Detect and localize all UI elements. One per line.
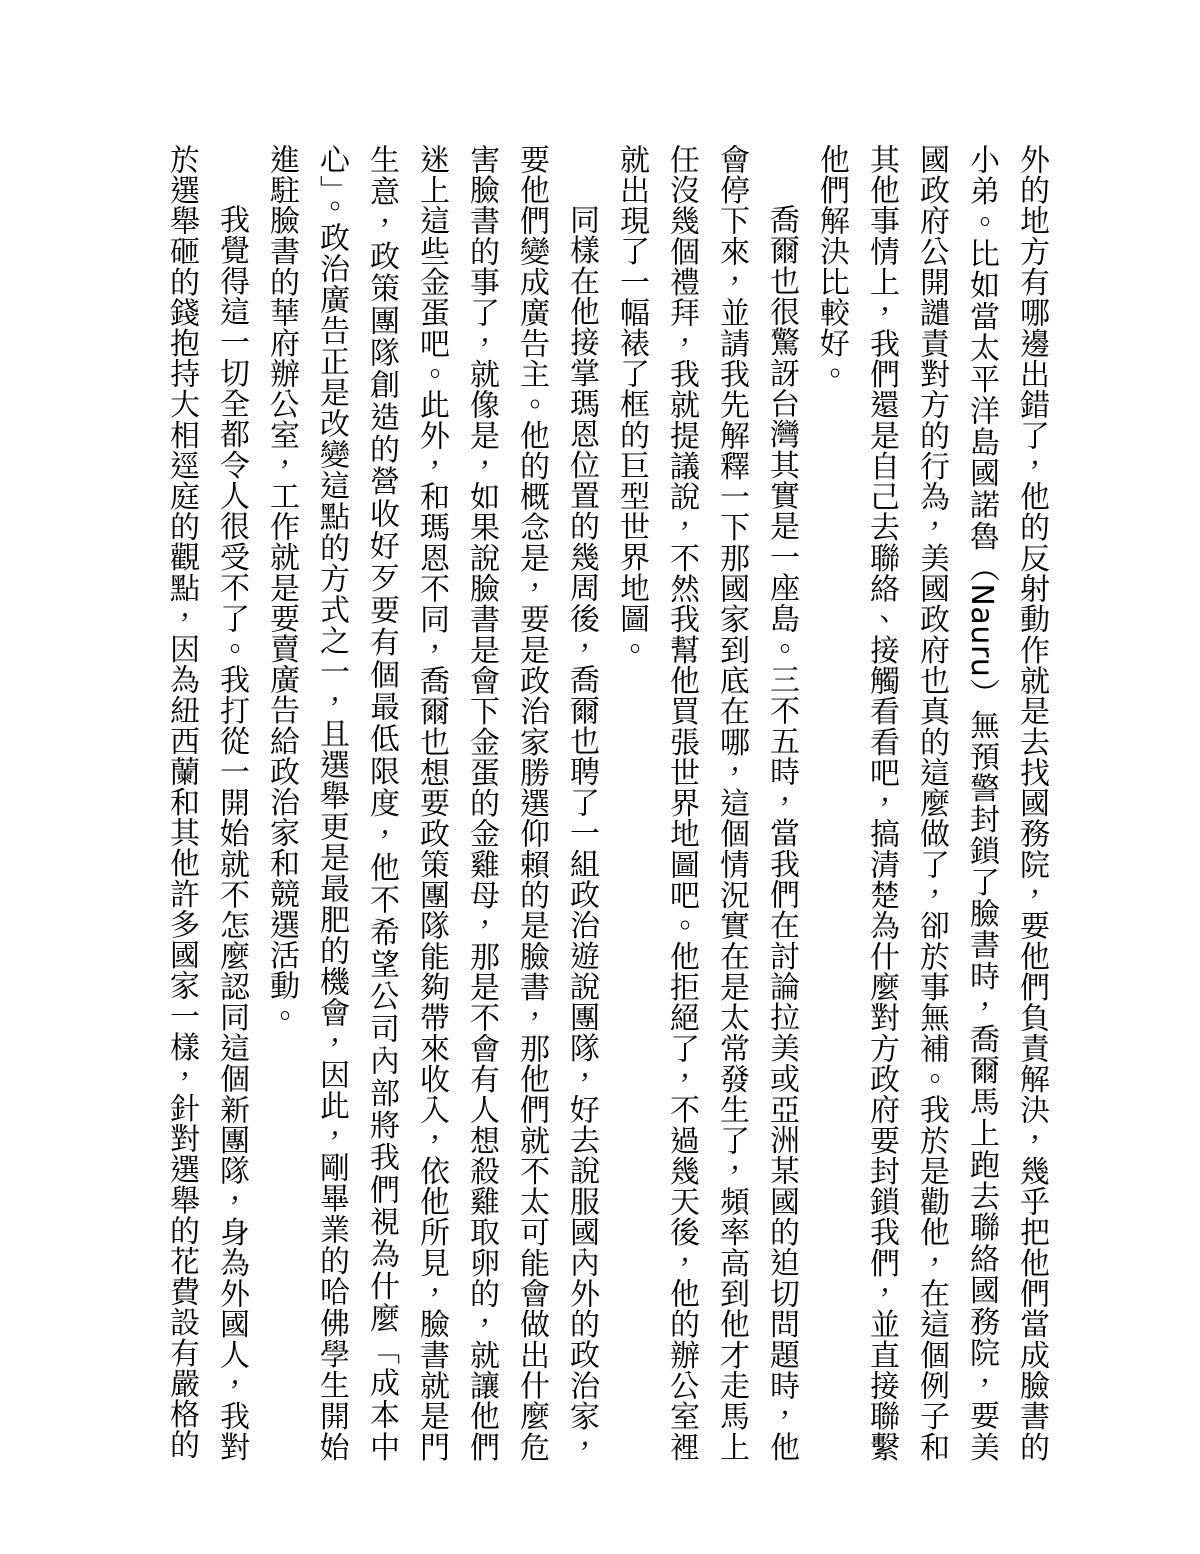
vertical-text-block [155,144,1056,1462]
paragraph-lobbying-team: 同樣在他接掌瑪恩位置的幾周後，喬爾也聘了一組政治遊說團隊，好去說服國內外的政治家，要他們變成廣告主。他的概念是，要是政治家勝選仰賴的是臉書，那他們就不太可能會做出什麼危害臉書的事了，就像是，如果說臉書是會下金蛋的金雞母，那是不會有人想殺雞取卵的，就讓他們迷上這些金蛋吧。此外，和瑪恩不同，喬爾也想要政策團隊能夠帶來收入，依他所見，臉書就是門生意，政策團隊創造的營收好歹要有個最低限度，他不希望公司內部將我們視為什麼「成本中心」。政治廣告正是改變這點的方式之一，且選舉更是最肥的機會，因此，剛畢業的哈佛學生開始進駐臉書的華府辦公室，工作就是要賣廣告給政治家和競選活動。 [264,144,599,1462]
paragraph-world-map: 喬爾也很驚訝台灣其實是一座島。三不五時，當我們在討論拉美或亞洲某國的迫切問題時，他會停下來，並請我先解釋一下那國家到底在哪，這個情況實在是太常發生了，頻率高到他才走馬上任沒幾個禮拜，我就提議說，不然我幫他買張世界地圖吧。他拒絕了，不過幾天後，他的辦公室裡就出現了一幅裱了框的巨型世界地圖。 [614,144,799,1462]
paragraph-continuation: 外的地方有哪邊出錯了，他的反射動作就是去找國務院，要他們負責解決，幾乎把他們當成臉書的小弟。比如當太平洋島國諾魯（Nauru）無預警封鎖了臉書時，喬爾馬上跑去聯絡國務院，要美國政府公開譴責對方的行為，美國政府也真的這麼做了，卻於事無補。我於是勸他，在這個例子和其他事情上，我們還是自己去聯絡、接觸看看吧，搞清楚為什麼對方政府要封鎖我們，並直接聯繫他們解決比較好。 [814,144,1049,1462]
paragraph-election-spending: 我覺得這一切全都令人很受不了。我打從一開始就不怎麼認同這個新團隊，身為外國人，我對於選舉砸的錢抱持大相逕庭的觀點，因為紐西蘭和其他許多國家一樣，針對選舉的花費設有嚴格的 [164,144,249,1462]
